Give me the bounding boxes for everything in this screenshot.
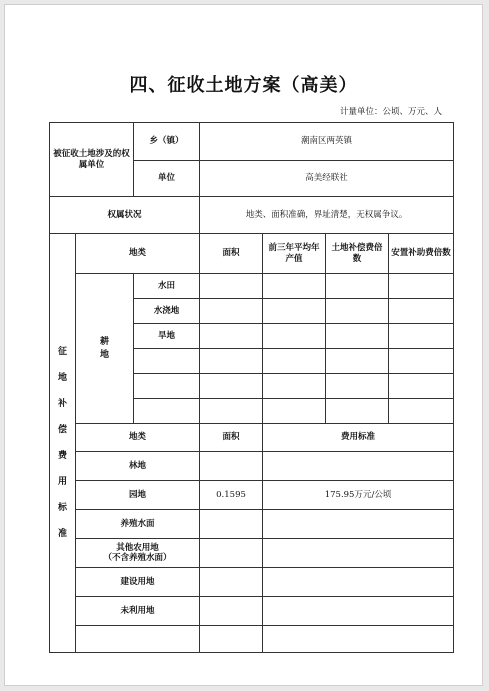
side-char: 用 (57, 477, 67, 487)
group-char: 地 (100, 349, 110, 360)
others-row-standard (263, 539, 454, 568)
cell (389, 274, 454, 299)
cell (389, 324, 454, 349)
others-row-name: 林地 (76, 452, 200, 481)
cultivated-row-name: 水田 (134, 274, 200, 299)
side-char: 费 (57, 451, 67, 461)
others-header-land-type: 地类 (76, 424, 200, 452)
others-row-area (200, 510, 263, 539)
cultivated-group-label (76, 274, 134, 424)
township-value: 潮南区两英镇 (200, 123, 454, 161)
page-title: 四、征收土地方案（高美） (129, 75, 358, 96)
side-label-column (50, 234, 76, 653)
cell (263, 324, 326, 349)
township-label: 乡（镇） (134, 123, 200, 161)
others-header-area: 面积 (200, 424, 263, 452)
others-header-standard: 费用标准 (263, 424, 454, 452)
others-row-standard (263, 510, 454, 539)
others-row-standard (263, 626, 454, 653)
header-land-type: 地类 (76, 234, 200, 274)
status-value: 地类、面积准确，界址清楚，无权属争议。 (200, 197, 454, 234)
others-row-name: 园地 (76, 481, 200, 510)
cell (326, 399, 389, 424)
cell (389, 399, 454, 424)
side-char: 地 (57, 373, 67, 383)
cell (200, 324, 263, 349)
side-char: 征 (57, 347, 67, 357)
cultivated-row-name (134, 399, 200, 424)
others-row-standard: 175.95万元/公顷 (263, 481, 454, 510)
cell (263, 349, 326, 374)
side-char: 标 (57, 503, 67, 513)
others-row-area (200, 568, 263, 597)
cell (263, 274, 326, 299)
others-row-name: 建设用地 (76, 568, 200, 597)
header-compensation-multiple: 土地补偿费倍数 (326, 234, 389, 274)
cell (326, 374, 389, 399)
header-area: 面积 (200, 234, 263, 274)
cell (326, 299, 389, 324)
cell (263, 399, 326, 424)
cultivated-row-name (134, 349, 200, 374)
others-row-standard (263, 452, 454, 481)
side-char: 偿 (57, 425, 67, 435)
ownership-label: 被征收土地涉及的权属单位 (50, 123, 134, 197)
cultivated-row-name: 水浇地 (134, 299, 200, 324)
others-row-area (200, 597, 263, 626)
cell (326, 349, 389, 374)
cell (263, 299, 326, 324)
document-page (4, 4, 483, 686)
cell (389, 349, 454, 374)
side-char: 补 (57, 399, 67, 409)
header-avg-output: 前三年平均年产值 (263, 234, 326, 274)
others-row-area: 0.1595 (200, 481, 263, 510)
cell (200, 374, 263, 399)
cell (326, 274, 389, 299)
header-resettlement-multiple: 安置补助费倍数 (389, 234, 454, 274)
cell (326, 324, 389, 349)
others-row-area (200, 539, 263, 568)
group-char: 耕 (100, 336, 110, 347)
unit-value: 高美经联社 (200, 161, 454, 197)
cell (200, 299, 263, 324)
land-plan-table (49, 122, 454, 653)
others-row-standard (263, 568, 454, 597)
others-row-name (76, 626, 200, 653)
cell (200, 274, 263, 299)
others-row-standard (263, 597, 454, 626)
others-row-area (200, 452, 263, 481)
side-char: 准 (57, 529, 67, 539)
status-label: 权属状况 (50, 197, 200, 234)
cultivated-row-name: 旱地 (134, 324, 200, 349)
cell (389, 299, 454, 324)
others-row-name: 未利用地 (76, 597, 200, 626)
others-row-area (200, 626, 263, 653)
cell (389, 374, 454, 399)
unit-label: 单位 (134, 161, 200, 197)
cell (263, 374, 326, 399)
cell (200, 349, 263, 374)
others-row-name: 养殖水面 (76, 510, 200, 539)
cultivated-row-name (134, 374, 200, 399)
others-row-name: 其他农用地 （不含养殖水面） (76, 539, 200, 568)
cell (200, 399, 263, 424)
unit-line: 计量单位：公顷、万元、人 (339, 107, 442, 117)
